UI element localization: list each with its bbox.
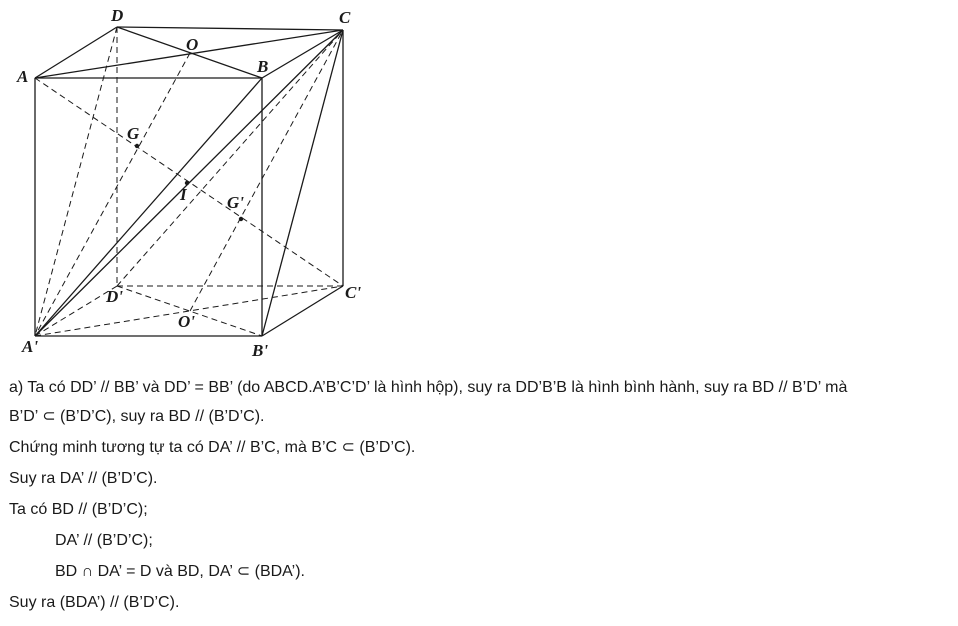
solution-line-6: DA’ // (B’D’C); (55, 532, 153, 549)
solution-line-4: Suy ra DA’ // (B’D’C). (9, 470, 158, 487)
solution-line-8: Suy ra (BDA’) // (B’D’C). (9, 594, 180, 611)
solution-text (9, 372, 949, 618)
label-D-prime: D' (106, 287, 123, 306)
label-I: I (180, 185, 187, 204)
label-B-prime: B' (252, 341, 269, 360)
solution-line-2: B’D’ ⊂ (B’D’C), suy ra BD // (B’D’C). (9, 408, 265, 425)
point-G (135, 144, 139, 148)
label-D: D (111, 6, 124, 25)
label-O-prime: O' (178, 312, 195, 331)
label-C-prime: C' (345, 283, 362, 302)
label-B: B (257, 57, 269, 76)
label-O: O (186, 35, 199, 54)
solution-line-5: Ta có BD // (B’D’C); (9, 501, 148, 518)
point-G1 (239, 217, 243, 221)
label-G-prime: G' (227, 193, 244, 212)
label-C: C (339, 8, 351, 27)
solution-line-7: BD ∩ DA’ = D và BD, DA’ ⊂ (BDA’). (55, 563, 305, 580)
solution-line-1: a) Ta có DD’ // BB’ và DD’ = BB’ (do ABCD.A’B’C’D’ là hình hộp), suy ra DD’B’B là hình bình hành, suy ra BD // B’D’ mà (9, 379, 848, 396)
solution-line-3: Chứng minh tương tự ta có DA’ // B’C, mà B’C ⊂ (B’D’C). (9, 439, 416, 456)
label-A: A (17, 67, 29, 86)
label-A-prime: A' (22, 337, 39, 356)
parallelepiped-figure (0, 0, 400, 370)
label-G: G (127, 124, 140, 143)
